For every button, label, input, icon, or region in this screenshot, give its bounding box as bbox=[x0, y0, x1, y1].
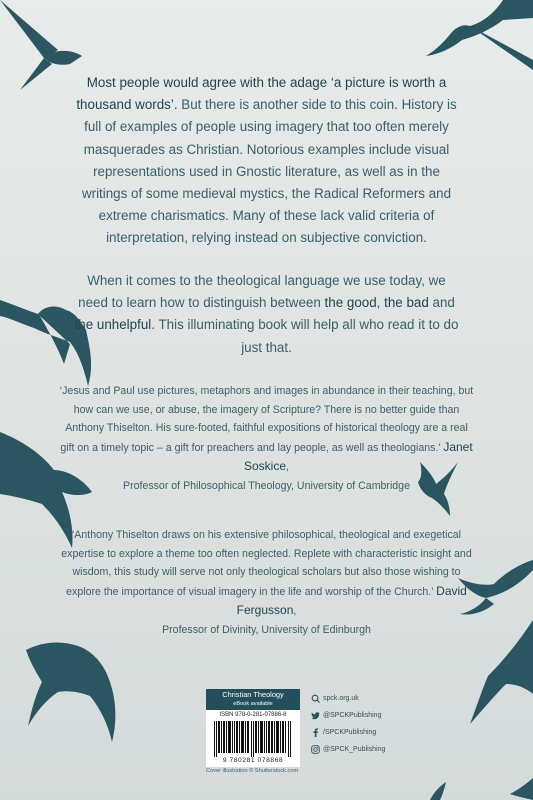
bird-top-right bbox=[426, 0, 533, 70]
endorsement-text: ‘Jesus and Paul use pictures, metaphors and images in abundance in their teaching, but how can we use, or abuse, the imagery of Scripture? There is no better guide than Anthony Thiselton. His sure-footed, faithful expositions of historical theology are a real gift on a timely topic – a gift for preachers and lay people, as well as theologians.’ bbox=[59, 385, 474, 454]
endorsement-author: Janet Soskice bbox=[244, 439, 473, 474]
blurb-text: . This illuminating book will help all who read it to do just that. bbox=[151, 317, 459, 355]
facebook-icon bbox=[311, 728, 320, 737]
blurb-paragraph-1 bbox=[74, 72, 459, 250]
endorsement-soskice: ‘Jesus and Paul use pictures, metaphors and images in abundance in their teaching, but how can we use, or abuse, the imagery of Scripture? There is no better guide than Anthony Thiselton. His sure-footed, faithful expositions of historical theology are a real gift on a timely topic – a gift for preachers and lay people, as well as theologians.’ Janet Soskice, Professor of Philosophical Theology, University of Cambridge bbox=[59, 385, 474, 492]
social-label: @SPCKPublishing bbox=[323, 712, 382, 719]
twitter-icon bbox=[311, 711, 320, 720]
blurb-body: But there is another side to this coin. History is full of examples of people using imagery that too often merely masquerades as Christian. Notorious examples include visual representations used in Gnostic literature, as well as in the writings of some medieval mystics, the Radical Reformers and extreme charismatics. Many of these lack valid criteria of interpretation, relying instead on subjective conviction. bbox=[81, 97, 457, 246]
social-label: @SPCK_Publishing bbox=[323, 746, 386, 753]
social-links bbox=[311, 690, 385, 758]
social-twitter[interactable] bbox=[311, 707, 385, 724]
highlight-unhelpful: the unhelpful bbox=[74, 317, 152, 333]
social-label: /SPCKPublishing bbox=[323, 729, 377, 736]
genre-label: Christian Theology bbox=[222, 690, 284, 699]
highlight-good: the good bbox=[324, 295, 377, 311]
blurb-text: When it comes to the theological language we use today, we need to learn how to distinguish between bbox=[78, 273, 446, 311]
blurb-paragraph-2 bbox=[74, 270, 459, 359]
genre-badge bbox=[206, 689, 300, 710]
endorsement-fergusson: ‘Anthony Thiselton draws on his extensive philosophical, theological and exegetical expertise to explore a theme too often neglected. Replete with characteristic insight and wisdom, this study will serve not only theological scholars but also those wishing to explore the importance of visual imagery in the life and worship of the Church.’ David Fergusson, Professor of Divinity, University of Edinburgh bbox=[61, 529, 472, 636]
highlight-bad: the bad bbox=[384, 295, 429, 311]
bird-right-bottom bbox=[470, 620, 533, 724]
bird-left-bottom bbox=[26, 643, 115, 742]
social-label: spck.org.uk bbox=[323, 695, 359, 702]
bird-bottom-right-corner bbox=[430, 778, 533, 800]
endorsement-author: David Fergusson bbox=[236, 583, 467, 618]
barcode-digits: 9 780281 078868 bbox=[222, 757, 284, 764]
social-website[interactable] bbox=[311, 690, 385, 707]
isbn-label: ISBN 978-0-281-07886-8 bbox=[219, 712, 287, 718]
barcode bbox=[206, 710, 300, 767]
ebook-note: eBook available bbox=[233, 701, 273, 707]
social-instagram[interactable] bbox=[311, 741, 385, 758]
social-facebook[interactable] bbox=[311, 724, 385, 741]
barcode-bars bbox=[214, 721, 292, 757]
cover-credit: Cover illustration © Shutterstock.com bbox=[206, 768, 299, 774]
endorsement-affiliation: Professor of Philosophical Theology, University of Cambridge bbox=[123, 479, 410, 492]
blurb-lead-highlight: Most people would agree with the adage ‘a picture is worth a thousand words’. bbox=[76, 75, 447, 113]
bird-top-left bbox=[0, 0, 82, 90]
blurb-text: and bbox=[428, 295, 455, 311]
endorsement-text: ‘Anthony Thiselton draws on his extensive philosophical, theological and exegetical expertise to explore a theme too often neglected. Replete with characteristic insight and wisdom, this study will serve not only theological scholars but also those wishing to explore the importance of visual imagery in the life and worship of the Church.’ bbox=[61, 529, 472, 598]
blurb-text: , bbox=[376, 295, 385, 311]
search-icon bbox=[311, 694, 320, 703]
instagram-icon bbox=[311, 745, 320, 754]
endorsement-affiliation: Professor of Divinity, University of Edinburgh bbox=[162, 623, 371, 636]
